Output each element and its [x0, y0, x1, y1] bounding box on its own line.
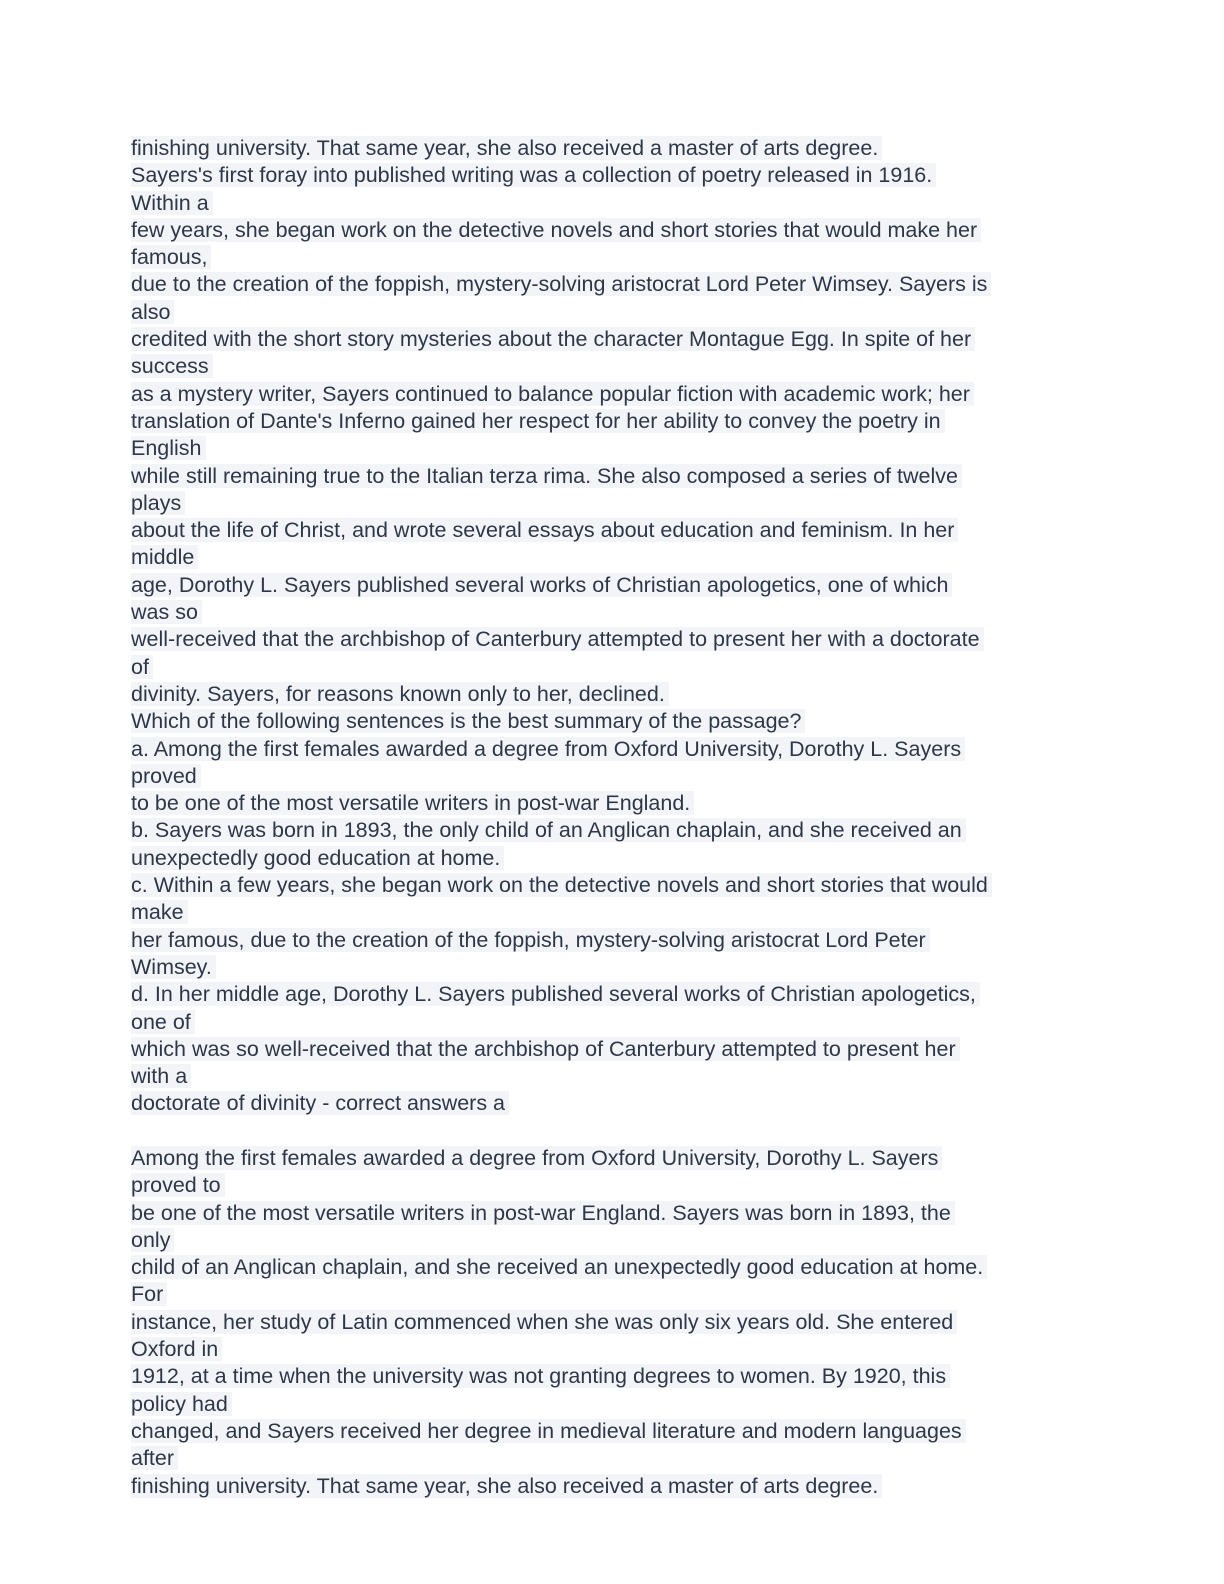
text-line [131, 190, 1091, 217]
text-line [131, 872, 1091, 899]
text-line [131, 1336, 1091, 1363]
text-line [131, 1172, 1091, 1199]
text-line [131, 654, 1091, 681]
text-line [131, 162, 1091, 189]
text-line-content: doctorate of divinity - correct answers a [131, 1091, 509, 1115]
text-line-content: be one of the most versatile writers in post-war England. Sayers was born in 1893, the [131, 1201, 955, 1225]
text-line-content: finishing university. That same year, she also received a master of arts degree. [131, 136, 882, 160]
text-line [131, 1063, 1091, 1090]
text-line-content: make [131, 900, 188, 924]
text-line [131, 1418, 1091, 1445]
text-line [131, 271, 1091, 298]
text-line-content: Among the first females awarded a degree from Oxford University, Dorothy L. Sayers [131, 1146, 942, 1170]
text-line-content: Sayers's first foray into published writing was a collection of poetry released in 1916. [131, 163, 936, 187]
text-line [131, 1281, 1091, 1308]
text-line [131, 763, 1091, 790]
text-line [131, 790, 1091, 817]
text-line [131, 353, 1091, 380]
text-line [131, 1254, 1091, 1281]
text-line-content: about the life of Christ, and wrote several essays about education and feminism. In her [131, 518, 958, 542]
text-line [131, 626, 1091, 653]
text-line-content: b. Sayers was born in 1893, the only child of an Anglican chaplain, and she received an [131, 818, 966, 842]
text-line-content: translation of Dante's Inferno gained her respect for her ability to convey the poetry in [131, 409, 945, 433]
text-line-content: Within a [131, 191, 213, 215]
text-line-content: while still remaining true to the Italian terza rima. She also composed a series of twelve [131, 464, 962, 488]
text-line-content: credited with the short story mysteries about the character Montague Egg. In spite of her [131, 327, 975, 351]
text-line [131, 599, 1091, 626]
text-line [131, 954, 1091, 981]
text-line-content: after [131, 1446, 178, 1470]
text-line [131, 1473, 1091, 1500]
text-line [131, 1227, 1091, 1254]
text-line-content: proved to [131, 1173, 225, 1197]
text-line [131, 981, 1091, 1008]
text-line-content: one of [131, 1010, 195, 1034]
text-line-content: famous, [131, 245, 211, 269]
passage-text [131, 135, 1091, 1500]
text-line [131, 736, 1091, 763]
text-line-content: instance, her study of Latin commenced when she was only six years old. She entered [131, 1310, 957, 1334]
text-line-content: proved [131, 764, 201, 788]
text-line-content: policy had [131, 1392, 232, 1416]
text-line-content: divinity. Sayers, for reasons known only to her, declined. [131, 682, 669, 706]
text-line-content: Wimsey. [131, 955, 216, 979]
text-line [131, 927, 1091, 954]
text-line [131, 1036, 1091, 1063]
text-line [131, 463, 1091, 490]
text-line [131, 435, 1091, 462]
text-line [131, 1145, 1091, 1172]
text-line [131, 899, 1091, 926]
text-line [131, 1445, 1091, 1472]
text-line-content: due to the creation of the foppish, mystery-solving aristocrat Lord Peter Wimsey. Sayers is [131, 272, 991, 296]
text-line-content: plays [131, 491, 185, 515]
text-line [131, 381, 1091, 408]
text-line-content: to be one of the most versatile writers in post-war England. [131, 791, 694, 815]
text-line-content: unexpectedly good education at home. [131, 846, 504, 870]
text-line [131, 326, 1091, 353]
text-line-content: d. In her middle age, Dorothy L. Sayers published several works of Christian apologetics, [131, 982, 980, 1006]
text-line [131, 845, 1091, 872]
text-line [131, 1200, 1091, 1227]
text-line [131, 1009, 1091, 1036]
text-line [131, 817, 1091, 844]
text-line [131, 708, 1091, 735]
text-line-content: which was so well-received that the archbishop of Canterbury attempted to present her [131, 1037, 960, 1061]
text-line-content: also [131, 300, 174, 324]
text-line-content: 1912, at a time when the university was not granting degrees to women. By 1920, this [131, 1364, 950, 1388]
text-line-content: middle [131, 545, 198, 569]
text-line [131, 217, 1091, 244]
text-line-content: of [131, 655, 153, 679]
text-line [131, 135, 1091, 162]
text-line-content: finishing university. That same year, she also received a master of arts degree. [131, 1474, 882, 1498]
text-line-content: well-received that the archbishop of Canterbury attempted to present her with a doctorate [131, 627, 984, 651]
text-line [131, 1118, 1091, 1145]
text-line-content: Which of the following sentences is the best summary of the passage? [131, 709, 805, 733]
text-line [131, 1391, 1091, 1418]
text-line-content: only [131, 1228, 174, 1252]
text-line-content: few years, she began work on the detective novels and short stories that would make her [131, 218, 981, 242]
text-line-content: c. Within a few years, she began work on the detective novels and short stories that would [131, 873, 992, 897]
text-line [131, 1090, 1091, 1117]
text-line-content: was so [131, 600, 202, 624]
text-line [131, 517, 1091, 544]
text-line-content: with a [131, 1064, 191, 1088]
text-line [131, 572, 1091, 599]
text-line [131, 408, 1091, 435]
text-line [131, 299, 1091, 326]
text-line-content: Oxford in [131, 1337, 222, 1361]
text-line-content: age, Dorothy L. Sayers published several works of Christian apologetics, one of which [131, 573, 952, 597]
text-line-content: her famous, due to the creation of the foppish, mystery-solving aristocrat Lord Peter [131, 928, 930, 952]
text-line [131, 681, 1091, 708]
text-line-content: For [131, 1282, 167, 1306]
text-line-content: as a mystery writer, Sayers continued to balance popular fiction with academic work; her [131, 382, 974, 406]
text-line [131, 1309, 1091, 1336]
text-line-content: changed, and Sayers received her degree in medieval literature and modern languages [131, 1419, 966, 1443]
text-line [131, 1363, 1091, 1390]
text-line-content: child of an Anglican chaplain, and she received an unexpectedly good education at home. [131, 1255, 987, 1279]
text-line-content: a. Among the first females awarded a degree from Oxford University, Dorothy L. Sayers [131, 737, 965, 761]
text-line [131, 544, 1091, 571]
text-line [131, 244, 1091, 271]
text-line-content: success [131, 354, 213, 378]
text-line-content: English [131, 436, 206, 460]
text-line [131, 490, 1091, 517]
